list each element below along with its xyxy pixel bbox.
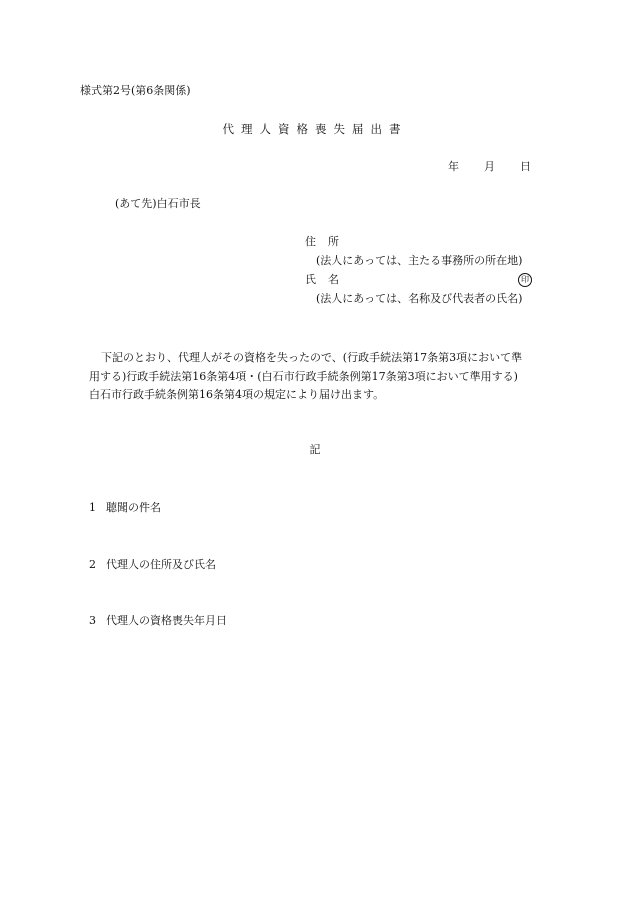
date-month-label: 月 [484,160,495,173]
ki-heading: 記 [309,443,321,456]
address-label: 住所 [305,235,351,248]
date-day-label: 日 [520,160,531,173]
item-number: 1 [89,501,96,514]
item-label-hearing-subject: 聴聞の件名 [106,501,161,514]
body-paragraph [89,349,549,405]
item-label-agent-address-name: 代理人の住所及び氏名 [106,558,216,571]
date-year-label: 年 [448,160,459,173]
body-line: 下記のとおり、代理人がその資格を失ったので、(行政手続法第17条第3項において準 [101,351,523,364]
addressee: (あて先)白石市長 [115,197,201,210]
item-number: 2 [89,558,96,571]
body-line: 用する)行政手続法第16条第4項・(白石市行政手続条例第17条第3項において準用する) [89,369,518,383]
document-title: 代理人資格喪失届出書 [222,122,408,136]
body-line: 白石市行政手続条例第16条第4項の規定により届け出ます。 [89,388,385,401]
address-note: (法人にあっては、主たる事務所の所在地) [316,254,523,267]
seal-mark-icon: 印 [518,273,532,287]
item-label-loss-date: 代理人の資格喪失年月日 [106,614,227,627]
form-number: 様式第2号(第6条関係) [80,84,191,97]
name-note: (法人にあっては、名称及び代表者の氏名) [316,292,523,305]
name-label: 氏名 [305,273,351,286]
item-number: 3 [89,614,96,627]
